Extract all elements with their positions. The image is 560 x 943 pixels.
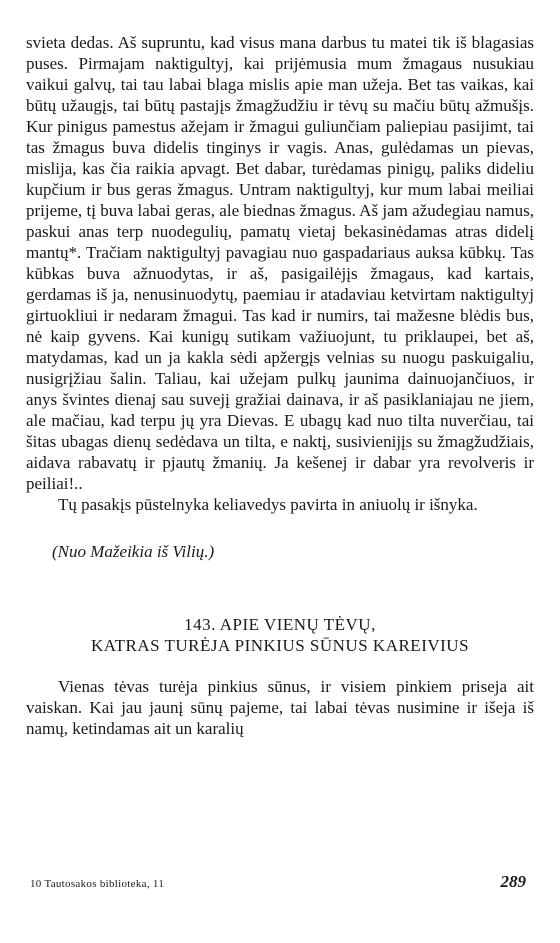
printer-signature: 10 Tautosakos biblioteka, 11 bbox=[30, 878, 165, 890]
story-heading bbox=[26, 614, 534, 656]
paragraph: Tų pasakįs pūstelnyka keliavedys pavirta in aniuolų ir išnyka. bbox=[58, 495, 478, 514]
story-text-bottom bbox=[26, 676, 534, 739]
paragraph: svieta dedas. Aš supruntu, kad visus mana darbus tu matei tik iš blagasias puses. Pirmajam naktigultyj, kai prijėmusia mum žmagaus nusukiau vaikui galvų, tai tau labai blaga mislis apie man užeja. Bet tas vaikas, kai būtų užaugįs, tai būtų pastajįs žmagžudžiu ir tėvų su mačiu būtų ažmušįs. Kur pinigus pamestus ažejam ir žmagui guliunčiam paliepiau pasijimt, tai tas žmagus buva didelis tinginys ir vagis. Anas, gulėdamas un pievas, mislija, kas čia raikia apvagt. Bet dabar, turėdamas pinigų, paliks dideliu kupčium ir bus geras žmagus. Untram naktigultyj, kur mum labai meiliai prijeme, tį buva labai geras, ale biednas žmagus. Aš jam ažudegiau namus, paskui anas terp nuodegulių, pamatų vietaj bekasinėdamas atras didelį mantų*. Tračiam naktigultyj pavagiau nuo gaspadariaus auksa kūbkų. Tas kūbkas buva ažnuodytas, ir aš, pasigailėjįs žmagaus, kad kartais, gerdamas iš ja, nenusinuodytų, paemiau ir atadaviau ketvirtam naktigultyj girtuokliui ir nedaram žmagui. Tas kad ir numirs, tai mažesne blėdis bus, nė kaip gyvens. Kai kunigų sutikam važiuojunt, tu priklaupei, bet aš, matydamas, kad un ja kakla sėdi apžergįs velnias su nuogu paskuigaliu, nusigrįžiau šalin. Taliau, kai užejam pulkų jaunima dainuojančiuos, ir anys švintes dienaj sau suvejį gražiai dainava, ir aš pasiklaniajau ne jiem, ale mačiau, kad terpu jų yra Dievas. E ubagų kad nuo tilta nuverčiau, tai šitas ubagas dienų sedėdava un tilta, e naktį, susivienijįs su žmagžudžiais, aidava rabavatų ir pjautų žmanių. Ja kešenej ir dabar yra revolveris ir peiliai!.. bbox=[26, 33, 534, 493]
page-number: 289 bbox=[500, 872, 526, 891]
story-heading-line1: 143. APIE VIENŲ TĖVŲ, bbox=[184, 615, 376, 634]
page-footer bbox=[30, 872, 526, 892]
paragraph: Vienas tėvas turėja pinkius sūnus, ir visiem pinkiem priseja ait vaiskan. Kai jau jaunį sūnų pajeme, tai labai tėvas nusimine ir išeja iš namų, ketindamas ait un karalių bbox=[26, 677, 534, 738]
source-note: (Nuo Mažeikia iš Vilių.) bbox=[52, 542, 215, 561]
story-text-top bbox=[26, 32, 534, 515]
story-heading-line2: KATRAS TURĖJA PINKIUS SŪNUS KAREIVIUS bbox=[90, 636, 470, 655]
